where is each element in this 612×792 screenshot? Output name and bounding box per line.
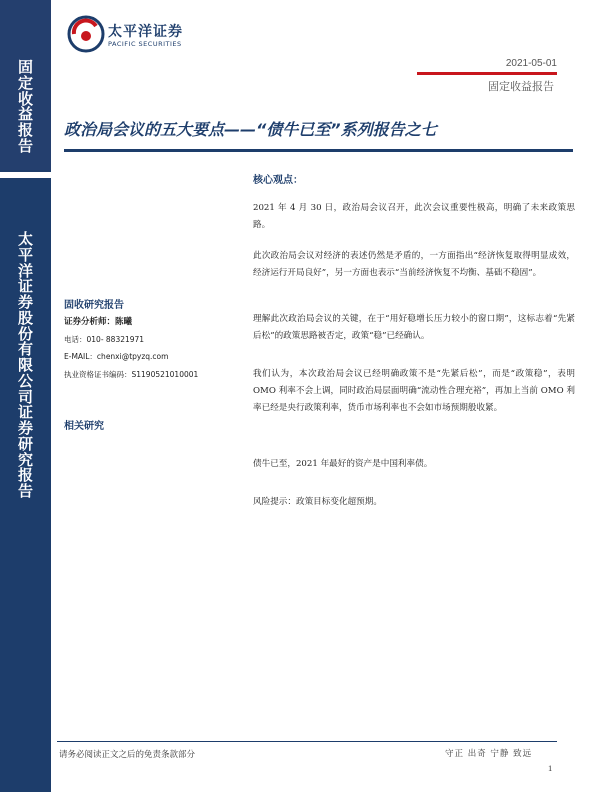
footer-divider xyxy=(57,741,557,742)
core-paragraph: 此次政治局会议对经济的表述仍然是矛盾的，一方面指出“经济恢复取得明显成效，经济运行开局良好”，另一方面也表示“当前经济恢复不均衡、基础不稳固”。 xyxy=(253,251,575,278)
side-char: 报 xyxy=(17,466,33,485)
side-char: 证 xyxy=(17,277,33,296)
company-logo xyxy=(66,14,246,62)
analyst-phone: 电话：010- 88321971 xyxy=(64,335,145,344)
side-char: 限 xyxy=(17,356,33,374)
side-char: 份 xyxy=(17,324,33,343)
page-title: 政治局会议的五大要点——“债牛已至”系列报告之七 xyxy=(64,120,437,139)
side-char: 究 xyxy=(17,450,33,469)
page-number: 1 xyxy=(548,763,553,773)
side-char: 司 xyxy=(17,387,33,406)
analyst-name: 证券分析师：陈曦 xyxy=(64,317,133,327)
title-divider xyxy=(64,149,573,152)
side-char: 告 xyxy=(17,482,33,500)
side-char: 收 xyxy=(17,89,33,108)
risk-warning: 风险提示：政策目标变化超预期。 xyxy=(253,497,382,507)
analyst-license: 执业资格证书编码：S1190521010001 xyxy=(64,370,199,379)
side-char: 有 xyxy=(17,340,33,359)
related-research-heading: 相关研究 xyxy=(64,421,104,432)
side-char: 券 xyxy=(17,419,33,437)
side-char: 洋 xyxy=(17,261,33,280)
footer-disclaimer: 请务必阅读正文之后的免责条款部分 xyxy=(59,750,196,760)
side-char: 公 xyxy=(17,371,33,390)
core-paragraph: 2021 年 4 月 30 日，政治局会议召开，此次会议重要性极高，明确了未来政策思路。 xyxy=(253,203,575,230)
side-category-label xyxy=(0,60,51,155)
side-separator xyxy=(0,172,51,178)
report-type-heading: 固收研究报告 xyxy=(64,300,124,311)
side-char: 证 xyxy=(17,403,33,422)
side-char: 太 xyxy=(17,230,33,248)
report-category: 固定收益报告 xyxy=(488,80,554,93)
side-char: 股 xyxy=(17,308,33,327)
core-paragraph: 我们认为，本次政治局会议已经明确政策不是“先紧后松”，而是“政策稳”，表明 OMO 利率不会上调，同时政治局层面明确“流动性合理充裕”，再加上当前 OMO 利率已经是央行政策利率，货币市场利率也不会如市场预期般收紧。 xyxy=(253,369,575,413)
core-views-heading: 核心观点： xyxy=(253,175,303,186)
side-char: 平 xyxy=(17,245,33,264)
side-char: 定 xyxy=(17,73,33,92)
logo-name-en: PACIFIC SECURITIES xyxy=(108,40,182,48)
footer-motto: 守正 出奇 宁静 致远 xyxy=(445,749,533,759)
side-char: 报 xyxy=(17,121,33,139)
core-paragraph: 债牛已至，2021 年最好的资产是中国利率债。 xyxy=(253,459,433,469)
logo-name-cn: 太平洋证券 xyxy=(108,24,183,40)
side-char: 固 xyxy=(17,58,33,76)
side-char: 益 xyxy=(17,105,33,124)
side-char: 券 xyxy=(17,293,33,311)
analyst-email[interactable]: E-MAIL：chenxi@tpyzq.com xyxy=(64,352,169,361)
report-date: 2021-05-01 xyxy=(505,58,557,69)
side-char: 研 xyxy=(17,434,33,453)
core-paragraph: 理解此次政治局会议的关键，在于“用好稳增长压力较小的窗口期”，这标志着“先紧后松”的政策思路被否定，政策“稳”已经确认。 xyxy=(253,314,575,341)
side-company-label xyxy=(0,232,51,500)
pacific-securities-logo-icon xyxy=(66,14,106,54)
side-char: 告 xyxy=(17,136,33,155)
header-accent-line xyxy=(417,72,557,75)
